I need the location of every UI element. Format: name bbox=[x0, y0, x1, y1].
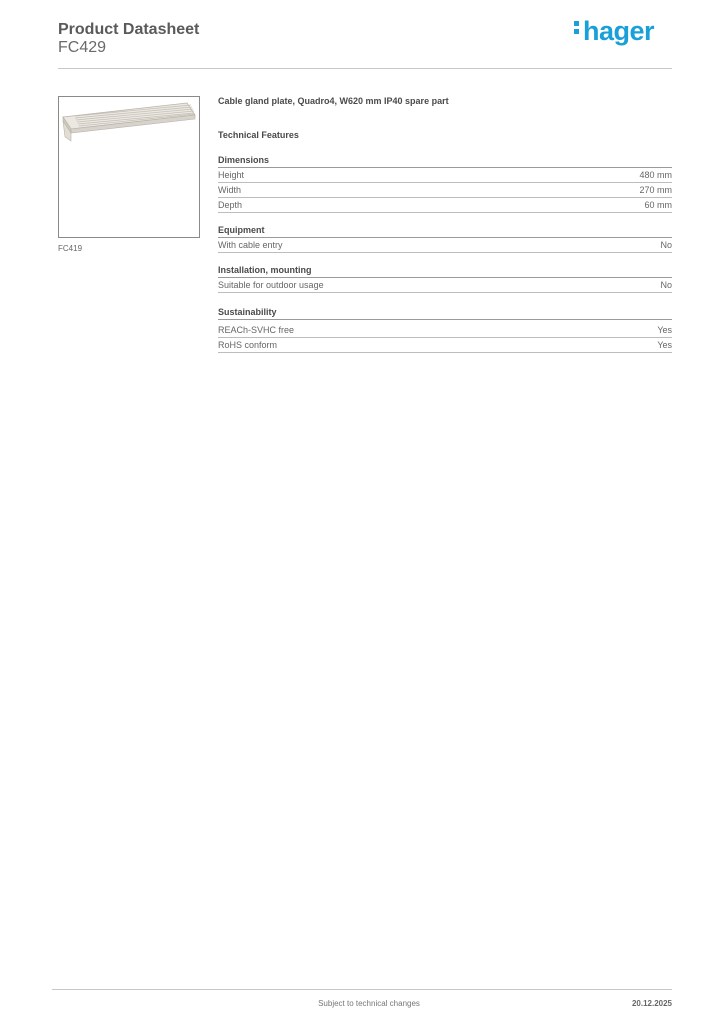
spec-label: REACh-SVHC free bbox=[218, 325, 295, 335]
spec-label: Height bbox=[218, 170, 245, 180]
spec-label: Suitable for outdoor usage bbox=[218, 280, 324, 290]
section-installation bbox=[218, 265, 672, 293]
spec-row bbox=[218, 168, 672, 183]
spec-label: Depth bbox=[218, 200, 243, 210]
section-title: Dimensions bbox=[218, 155, 672, 168]
gland-plate-illustration bbox=[59, 97, 199, 237]
logo-text: hager bbox=[582, 16, 654, 46]
spec-label: RoHS conform bbox=[218, 340, 278, 350]
footer-note: Subject to technical changes bbox=[318, 999, 420, 1008]
section-title: Equipment bbox=[218, 225, 672, 238]
spec-row bbox=[218, 198, 672, 213]
section-sustainability bbox=[218, 307, 672, 353]
spec-value: 270 mm bbox=[639, 185, 672, 195]
spec-row bbox=[218, 278, 672, 293]
footer-divider bbox=[52, 989, 672, 990]
section-dimensions bbox=[218, 155, 672, 213]
spec-row bbox=[218, 183, 672, 198]
spec-value: Yes bbox=[657, 340, 672, 350]
spec-row bbox=[218, 323, 672, 338]
product-code: FC429 bbox=[58, 39, 107, 56]
product-image bbox=[58, 96, 200, 238]
footer-date: 20.12.2025 bbox=[631, 999, 672, 1008]
spec-value: No bbox=[660, 240, 672, 250]
technical-features-heading: Technical Features bbox=[218, 130, 299, 140]
technical-content bbox=[218, 95, 672, 353]
spec-label: With cable entry bbox=[218, 240, 283, 250]
section-title: Installation, mounting bbox=[218, 265, 672, 278]
product-description: Cable gland plate, Quadro4, W620 mm IP40 spare part bbox=[218, 96, 449, 106]
page-title: Product Datasheet bbox=[58, 21, 200, 38]
spec-value: Yes bbox=[657, 325, 672, 335]
spec-label: Width bbox=[218, 185, 242, 195]
spec-value: 60 mm bbox=[644, 200, 672, 210]
spec-row bbox=[218, 238, 672, 253]
section-equipment bbox=[218, 225, 672, 253]
spec-row bbox=[218, 338, 672, 353]
hager-logo bbox=[574, 16, 654, 47]
spec-value: 480 mm bbox=[639, 170, 672, 180]
section-title: Sustainability bbox=[218, 307, 672, 320]
header-divider bbox=[58, 68, 672, 69]
spec-value: No bbox=[660, 280, 672, 290]
image-caption: FC419 bbox=[58, 244, 83, 253]
logo-dots-icon bbox=[574, 18, 580, 37]
